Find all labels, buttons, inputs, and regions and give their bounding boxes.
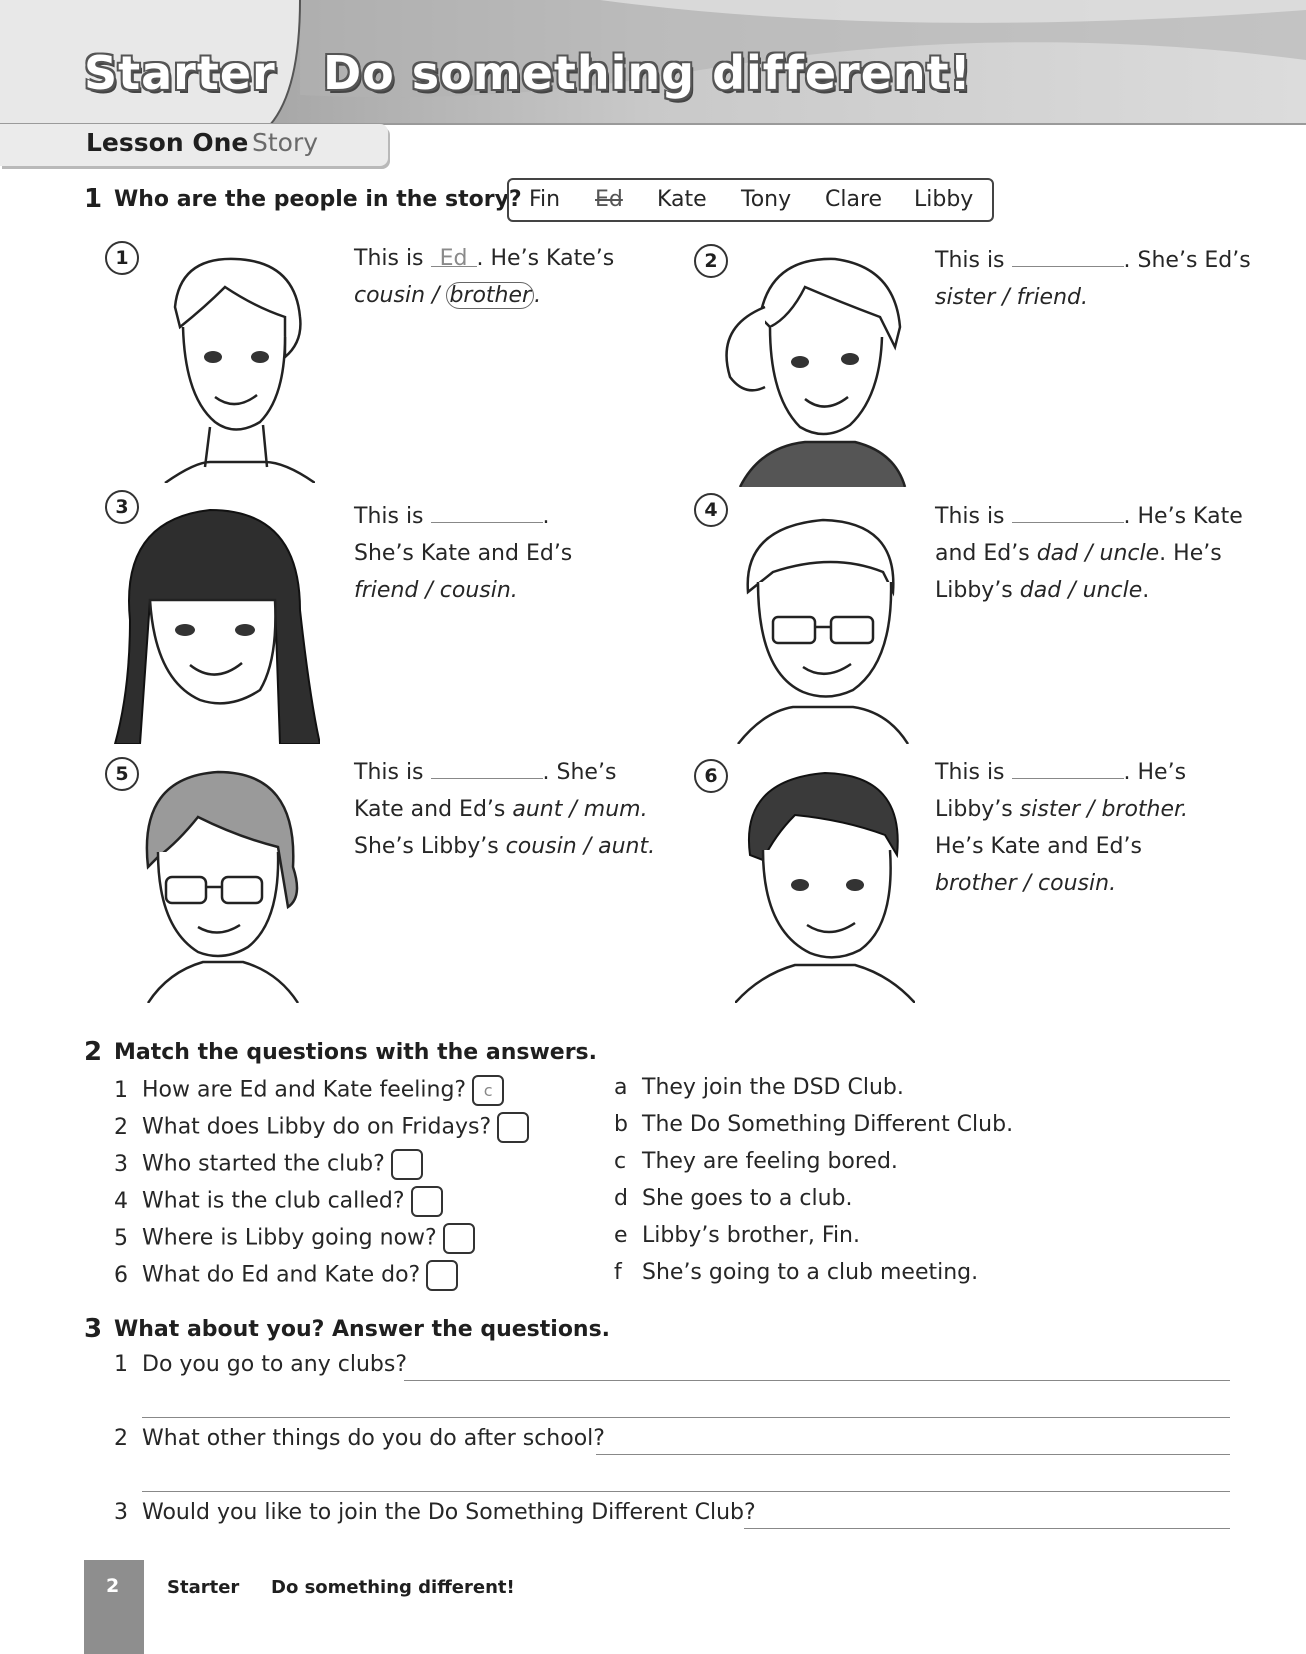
- match-answer-c: [614, 1149, 898, 1174]
- match-answer-f-text: She’s going to a club meeting.: [642, 1260, 979, 1285]
- item-6-option-cousin[interactable]: cousin: [1038, 871, 1110, 896]
- lesson-label: Lesson One: [86, 128, 249, 157]
- item-6-separator-1: /: [1080, 797, 1102, 822]
- open-question-3-num: 3: [114, 1500, 128, 1525]
- item-2-option-sister[interactable]: sister: [935, 285, 996, 310]
- match-answer-b: [614, 1112, 1013, 1137]
- item-5-pre: This is: [354, 760, 424, 785]
- match-answer-d-letter: d: [614, 1186, 628, 1211]
- item-4-option-dad-1[interactable]: dad: [1036, 541, 1079, 566]
- item-5-line2-end: .: [640, 797, 648, 822]
- item-6-line2-end: .: [1181, 797, 1189, 822]
- item-5-answer-field[interactable]: [431, 752, 543, 779]
- match-question-3-text: Who started the club?: [142, 1151, 385, 1177]
- item-5-line3-end: .: [648, 834, 656, 859]
- item-6-option-brother-2[interactable]: brother: [935, 871, 1017, 896]
- match-question-2-text: What does Libby do on Fridays?: [142, 1114, 492, 1140]
- unit-title: Starter: [84, 46, 276, 100]
- item-3-post: .: [542, 504, 550, 529]
- item-1-text: [354, 240, 614, 314]
- portrait-tony-image: [733, 512, 913, 744]
- footer-title: Do something different!: [271, 1577, 515, 1598]
- item-4-option-uncle-1[interactable]: uncle: [1099, 541, 1160, 566]
- match-box-3[interactable]: [391, 1149, 423, 1180]
- item-2-text: [935, 240, 1251, 316]
- match-question-6: [114, 1260, 458, 1291]
- word-libby: Libby: [914, 187, 974, 212]
- item-6-separator-2: /: [1016, 871, 1039, 896]
- item-3-separator: /: [418, 578, 440, 603]
- item-3-end: .: [510, 578, 518, 603]
- item-1-pre: This is: [354, 246, 424, 271]
- match-answer-e-letter: e: [614, 1223, 628, 1248]
- item-4-answer-field[interactable]: [1012, 496, 1124, 523]
- item-6-number: 6: [694, 759, 728, 793]
- portrait-libby-mum-image: [118, 757, 310, 1003]
- match-question-1-text: How are Ed and Kate feeling?: [142, 1077, 467, 1103]
- item-3-option-cousin[interactable]: cousin: [439, 578, 511, 603]
- match-answer-b-letter: b: [614, 1112, 628, 1137]
- match-question-5-text: Where is Libby going now?: [142, 1225, 437, 1251]
- item-6-line3: He’s Kate and Ed’s: [935, 834, 1142, 859]
- item-1-answer-field[interactable]: Ed: [431, 240, 477, 267]
- item-1-end: .: [534, 283, 542, 308]
- exercise-3-instruction: What about you? Answer the questions.: [114, 1317, 611, 1342]
- item-4-text: [935, 496, 1243, 609]
- match-answer-a-letter: a: [614, 1075, 628, 1100]
- item-2-post: . She’s Ed’s: [1123, 248, 1251, 273]
- item-6-text: [935, 752, 1188, 902]
- item-3-line2: She’s Kate and Ed’s: [354, 541, 573, 566]
- match-question-4: [114, 1186, 443, 1217]
- item-3-answer-field[interactable]: [431, 496, 543, 523]
- item-1-post: . He’s Kate’s: [476, 246, 615, 271]
- match-answer-e: [614, 1223, 860, 1248]
- match-box-4[interactable]: [411, 1186, 443, 1217]
- open-question-2: [114, 1426, 605, 1451]
- item-2-separator: /: [995, 285, 1017, 310]
- match-question-6-num: 6: [114, 1262, 128, 1288]
- match-box-2[interactable]: [497, 1112, 529, 1143]
- match-answer-c-letter: c: [614, 1149, 627, 1174]
- match-answer-d: [614, 1186, 853, 1211]
- match-answer-a: [614, 1075, 904, 1100]
- open-answer-1-line-2[interactable]: [142, 1417, 1230, 1418]
- lesson-type: Story: [252, 128, 319, 157]
- match-box-1[interactable]: c: [472, 1075, 504, 1106]
- item-4-line3-end: .: [1142, 578, 1150, 603]
- portrait-ed-image: [135, 247, 315, 483]
- item-6-answer-field[interactable]: [1012, 752, 1124, 779]
- word-box: [507, 178, 994, 222]
- item-4-line3-pre: Libby’s: [935, 578, 1020, 603]
- item-2-option-friend[interactable]: friend: [1016, 285, 1082, 310]
- match-question-3-num: 3: [114, 1151, 128, 1177]
- item-2-pre: This is: [935, 248, 1005, 273]
- item-6-option-sister[interactable]: sister: [1019, 797, 1081, 822]
- item-1-number: 1: [105, 241, 139, 275]
- item-5-option-cousin[interactable]: cousin: [505, 834, 577, 859]
- match-question-6-text: What do Ed and Kate do?: [142, 1262, 421, 1288]
- item-6-pre: This is: [935, 760, 1005, 785]
- item-5-option-mum[interactable]: mum: [583, 797, 641, 822]
- footer-unit: Starter: [167, 1577, 240, 1598]
- item-4-line2-end: . He’s: [1159, 541, 1222, 566]
- item-5-text: [354, 752, 655, 865]
- open-question-3: [114, 1500, 756, 1525]
- open-question-3-text: Would you like to join the Do Something Different Club?: [142, 1500, 756, 1525]
- item-6-line4-end: .: [1109, 871, 1117, 896]
- item-4-option-uncle-2[interactable]: uncle: [1082, 578, 1143, 603]
- item-2-number: 2: [694, 244, 728, 278]
- item-5-line3-pre: She’s Libby’s: [354, 834, 506, 859]
- open-question-2-num: 2: [114, 1426, 128, 1451]
- open-answer-3-line-1[interactable]: [744, 1528, 1230, 1529]
- match-question-1-num: 1: [114, 1077, 128, 1103]
- exercise-2-instruction: Match the questions with the answers.: [114, 1040, 598, 1065]
- item-1-option-cousin[interactable]: cousin: [354, 283, 426, 308]
- item-4-line2-pre: and Ed’s: [935, 541, 1037, 566]
- portrait-clare-image: [110, 500, 320, 744]
- word-clare: Clare: [825, 187, 883, 212]
- item-1-separator: /: [425, 283, 447, 308]
- word-tony: Tony: [741, 187, 792, 212]
- match-question-3: [114, 1149, 423, 1180]
- page-number: 2: [106, 1575, 120, 1597]
- match-question-4-num: 4: [114, 1188, 128, 1214]
- open-answer-2-line-1[interactable]: [596, 1454, 1230, 1455]
- item-6-line2-pre: Libby’s: [935, 797, 1020, 822]
- exercise-2-number: 2: [84, 1037, 103, 1067]
- open-answer-1-line-1[interactable]: [404, 1380, 1230, 1381]
- item-4-number: 4: [694, 493, 728, 527]
- item-2-answer-field[interactable]: [1012, 240, 1124, 267]
- match-question-1: [114, 1075, 504, 1106]
- exercise-1-number: 1: [84, 184, 103, 214]
- item-6-post: . He’s: [1123, 760, 1187, 785]
- match-answer-c-text: They are feeling bored.: [642, 1149, 898, 1174]
- item-6-option-brother[interactable]: brother: [1101, 797, 1182, 822]
- item-4-pre: This is: [935, 504, 1005, 529]
- item-5-option-aunt[interactable]: aunt: [512, 797, 563, 822]
- item-5-line2-pre: Kate and Ed’s: [354, 797, 513, 822]
- open-question-2-text: What other things do you do after school?: [142, 1426, 605, 1451]
- match-question-5: [114, 1223, 475, 1254]
- item-4-separator-1: /: [1078, 541, 1100, 566]
- match-answer-d-text: She goes to a club.: [642, 1186, 853, 1211]
- item-4-separator-2: /: [1061, 578, 1083, 603]
- open-question-1: [114, 1352, 407, 1377]
- item-3-text: [354, 496, 572, 609]
- match-question-4-text: What is the club called?: [142, 1188, 405, 1214]
- exercise-3-number: 3: [84, 1314, 103, 1344]
- match-question-2: [114, 1112, 529, 1143]
- item-3-number: 3: [105, 490, 139, 524]
- item-5-separator-1: /: [562, 797, 584, 822]
- word-ed: Ed: [595, 187, 623, 212]
- portrait-fin-image: [735, 765, 915, 1003]
- portrait-kate-image: [710, 247, 910, 487]
- item-5-number: 5: [105, 757, 139, 791]
- match-answer-a-text: They join the DSD Club.: [642, 1075, 904, 1100]
- open-answer-2-line-2[interactable]: [142, 1491, 1230, 1492]
- open-question-1-num: 1: [114, 1352, 128, 1377]
- exercise-1-instruction: Who are the people in the story?: [114, 187, 522, 212]
- match-answer-f: [614, 1260, 978, 1285]
- item-3-pre: This is: [354, 504, 424, 529]
- item-4-option-dad-2[interactable]: dad: [1019, 578, 1062, 603]
- match-answer-b-text: The Do Something Different Club.: [642, 1112, 1014, 1137]
- page-title: Do something different!: [323, 46, 972, 100]
- match-question-2-num: 2: [114, 1114, 128, 1140]
- match-box-5[interactable]: [443, 1223, 475, 1254]
- item-3-option-friend[interactable]: friend: [354, 578, 419, 603]
- item-5-separator-2: /: [576, 834, 599, 859]
- item-5-post: . She’s: [542, 760, 617, 785]
- match-box-6[interactable]: [426, 1260, 458, 1291]
- word-kate: Kate: [657, 187, 707, 212]
- item-2-end: .: [1081, 285, 1089, 310]
- match-answer-e-text: Libby’s brother, Fin.: [642, 1223, 860, 1248]
- match-answer-f-letter: f: [614, 1260, 622, 1285]
- open-question-1-text: Do you go to any clubs?: [142, 1352, 407, 1377]
- item-1-option-brother[interactable]: brother: [446, 282, 534, 309]
- word-fin: Fin: [529, 187, 561, 212]
- item-4-post: . He’s Kate: [1123, 504, 1243, 529]
- match-question-5-num: 5: [114, 1225, 128, 1251]
- item-5-option-aunt-2[interactable]: aunt: [598, 834, 649, 859]
